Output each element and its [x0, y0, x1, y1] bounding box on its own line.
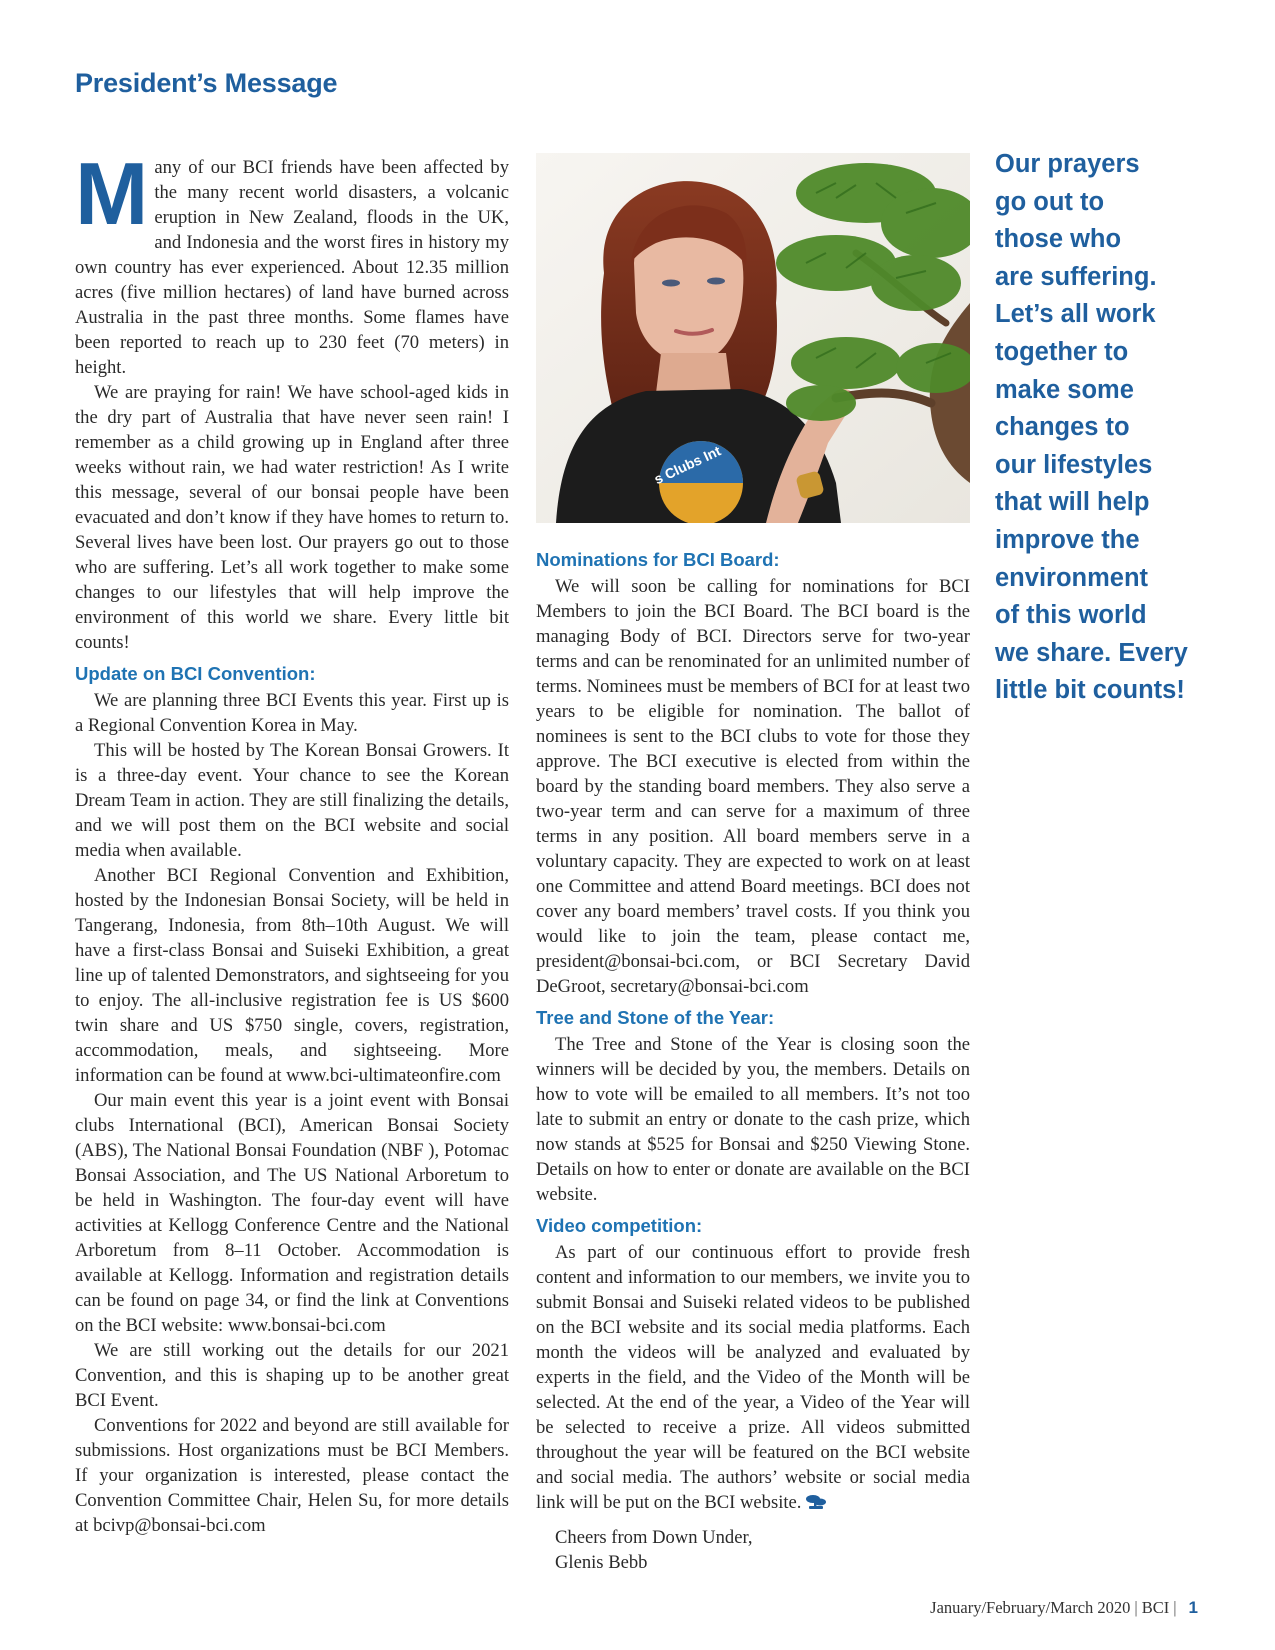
footer-publication: BCI — [1141, 1598, 1170, 1617]
video-paragraph — [536, 1240, 970, 1515]
pull-quote-line: make some — [995, 375, 1134, 404]
convention-heading: Update on BCI Convention: — [75, 663, 316, 684]
signoff-greeting: Cheers from Down Under, — [555, 1527, 753, 1548]
page-footer — [930, 1598, 1198, 1618]
left-column — [75, 144, 509, 1538]
footer-divider: | — [1134, 1598, 1138, 1617]
middle-column — [536, 547, 970, 1575]
convention-paragraph-2: This will be hosted by The Korean Bonsai Growers. It is a three-day event. Your chance to see the Korean Dream Team in action. They are still finalizing the details, and we will post them on the BCI website and social media when available. — [75, 740, 509, 861]
pull-quote-line: that will help — [995, 488, 1150, 517]
tree-stone-paragraph: The Tree and Stone of the Year is closing soon the winners will be decided by you, the members. Details on how to vote will be emailed to all members. It’s not too late to submit an entry or donate to the cash prize, which now stands at $525 for Bonsai and $250 Viewing Stone. Details on how to enter or donate are available on the BCI website. — [536, 1034, 970, 1205]
pull-quote-line: improve the — [995, 525, 1140, 554]
portrait-illustration — [536, 153, 970, 523]
signoff-name: Glenis Bebb — [555, 1552, 648, 1573]
convention-paragraph-1: We are planning three BCI Events this year. First up is a Regional Convention Korea in May. — [75, 690, 509, 736]
bonsai-endmark-icon — [805, 1494, 827, 1510]
footer-divider: | — [1173, 1598, 1177, 1617]
convention-paragraph-3: Another BCI Regional Convention and Exhibition, hosted by the Indonesian Bonsai Society, will be held in Tangerang, Indonesia, from 8th–10th August. We will have a first-class Bonsai and Suiseki Exhibition, a great line up of talented Demonstrators, and sightseeing for you to enjoy. The all-inclusive registration fee is US $600 twin share and US $750 single, covers, registration, accommodation, meals, and sightseeing. More information can be found at www.bci-ultimateonfire.com — [75, 865, 509, 1086]
convention-paragraph-5: We are still working out the details for our 2021 Convention, and this is shaping up to be another great BCI Event. — [75, 1340, 509, 1411]
pull-quote-line: Let’s all work — [995, 300, 1156, 329]
intro-paragraph — [75, 144, 509, 380]
convention-paragraph-6: Conventions for 2022 and beyond are still available for submissions. Host organizations must be BCI Members. If your organization is interested, please contact the Convention Committee Chair, Helen Su, for more details at bcivp@bonsai-bci.com — [75, 1415, 509, 1536]
video-heading: Video competition: — [536, 1215, 703, 1236]
pull-quote — [995, 146, 1225, 710]
pull-quote-line: we share. Every — [995, 638, 1188, 667]
pull-quote-line: those who — [995, 225, 1122, 254]
pull-quote-line: little bit counts! — [995, 676, 1185, 705]
pull-quote-line: are suffering. — [995, 262, 1157, 291]
nominations-paragraph: We will soon be calling for nominations for BCI Members to join the BCI Board. The BCI board is the managing Body of BCI. Directors serve for two-year terms and can be renominated for an unlimited number of terms. Nominees must be members of BCI for at least two years to be eligible for nomination. The ballot of nominees is sent to the BCI clubs to vote for those they approve. The BCI executive is elected from within the board by the standing board members. They also serve a two-year term and can serve for a maximum of three terms in any position. All board members serve in a voluntary capacity. They are expected to work on at least one Committee and attend Board meetings. BCI does not cover any board members’ travel costs. If you think you would like to join the team, please contact me, president@bonsai-bci.com, or BCI Secretary David DeGroot, secretary@bonsai-bci.com — [536, 576, 970, 997]
nominations-heading: Nominations for BCI Board: — [536, 549, 780, 570]
pull-quote-line: of this world — [995, 601, 1147, 630]
page-number: 1 — [1188, 1598, 1198, 1617]
pull-quote-line: environment — [995, 563, 1149, 592]
rain-paragraph: We are praying for rain! We have school-aged kids in the dry part of Australia that have never seen rain! I remember as a child growing up in England after three weeks without rain, we had water restriction! As I write this message, several of our bonsai people have been evacuated and don’t know if they have homes to return to. Several lives have been lost. Our prayers go out to those who are suffering. Let’s all work together to make some changes to our lifestyles that will help improve the environment of this world we share. Every little bit counts! — [75, 382, 509, 653]
tree-stone-heading: Tree and Stone of the Year: — [536, 1007, 775, 1028]
president-photo — [536, 153, 970, 523]
shirt-text: s Clubs Int — [651, 442, 724, 488]
pull-quote-line: together to — [995, 337, 1129, 366]
pull-quote-line: Our prayers — [995, 150, 1140, 178]
page-title: President’s Message — [75, 68, 338, 98]
footer-issue: January/February/March 2020 — [930, 1598, 1131, 1617]
pull-quote-line: go out to — [995, 187, 1105, 216]
pull-quote-line: our lifestyles — [995, 450, 1153, 479]
intro-text: any of our BCI friends have been affected by the many recent world disasters, a volcanic eruption in New Zealand, floods in the UK, and Indonesia and the worst fires in history my own country has ever experienced. About 12.35 million acres (five million hectares) of land have burned across Australia in the past three months. Some flames have been reported to reach up to 230 feet (70 meters) in height. — [75, 157, 509, 378]
signoff — [536, 1525, 970, 1575]
pull-quote-line: changes to — [995, 413, 1130, 442]
convention-paragraph-4: Our main event this year is a joint event with Bonsai clubs International (BCI), American Bonsai Society (ABS), The National Bonsai Foundation (NBF ), Potomac Bonsai Association, and The US National Arboretum to be held in Washington. The four-day event will have activities at Kellogg Conference Centre and the National Arboretum from 8–11 October. Accommodation is available at Kellogg. Information and registration details can be found on page 34, or find the link at Conventions on the BCI website: www.bonsai-bci.com — [75, 1090, 509, 1336]
video-text: As part of our continuous effort to provide fresh content and information to our members, we invite you to submit Bonsai and Suiseki related videos to be published on the BCI website and its social media platforms. Each month the videos will be analyzed and evaluated by experts in the field, and the Video of the Month will be selected. At the end of the year, a Video of the Year will be selected to receive a prize. All videos submitted throughout the year will be featured on the BCI website and social media. The authors’ website or social media link will be put on the BCI website. — [536, 1242, 970, 1513]
drop-cap: M — [75, 144, 149, 243]
